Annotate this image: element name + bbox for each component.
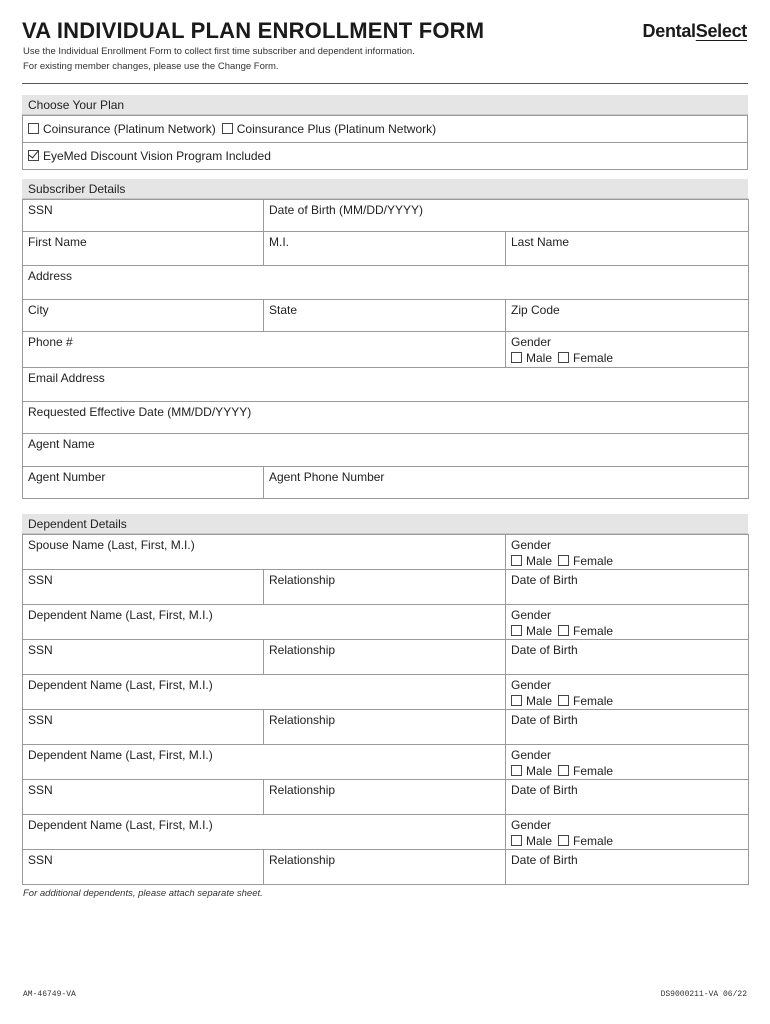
dependent-dob-field[interactable]: Date of Birth [506, 570, 749, 605]
dependent-name-field[interactable]: Dependent Name (Last, First, M.I.) [23, 745, 506, 780]
gender-male-option[interactable] [511, 554, 552, 568]
subscriber-section-heading: Subscriber Details [22, 179, 748, 199]
female-label: Female [573, 834, 614, 848]
gender-male-option[interactable] [511, 694, 552, 708]
checkbox-eyemed[interactable] [28, 150, 39, 161]
first-name-field[interactable]: First Name [23, 232, 264, 266]
gender-label: Gender [511, 608, 552, 622]
dependent-name-row [23, 535, 749, 570]
dependent-dob-field[interactable]: Date of Birth [506, 850, 749, 885]
dependent-name-field[interactable]: Spouse Name (Last, First, M.I.) [23, 535, 506, 570]
gender-male-option[interactable] [511, 624, 552, 638]
dependent-name-field[interactable]: Dependent Name (Last, First, M.I.) [23, 675, 506, 710]
agent-name-field[interactable]: Agent Name [23, 434, 749, 467]
dependent-name-row [23, 605, 749, 640]
checkbox-coinsurance-plus[interactable] [222, 123, 233, 134]
plan-option-coinsurance[interactable] [28, 122, 216, 136]
plan-option-coinsurance-plus[interactable] [222, 122, 436, 136]
gender-female-option[interactable] [558, 834, 613, 848]
checkbox-male[interactable] [511, 625, 522, 636]
option-label: EyeMed Discount Vision Program Included [43, 149, 271, 163]
form-code-left: AM-46749-VA [23, 990, 76, 999]
dependent-relationship-field[interactable]: Relationship [264, 780, 506, 815]
address-field[interactable]: Address [23, 266, 749, 300]
dependent-ssn-field[interactable]: SSN [23, 850, 264, 885]
gender-label: Gender [511, 748, 552, 762]
male-label: Male [526, 764, 553, 778]
dependent-relationship-field[interactable]: Relationship [264, 640, 506, 675]
gender-male-option[interactable] [511, 834, 552, 848]
dependent-gender-field [506, 535, 749, 570]
gender-female-option[interactable] [558, 764, 613, 778]
last-name-field[interactable]: Last Name [506, 232, 749, 266]
female-label: Female [573, 554, 614, 568]
female-label: Female [573, 764, 614, 778]
dependent-name-row [23, 815, 749, 850]
checkbox-male[interactable] [511, 352, 522, 363]
gender-male-option[interactable] [511, 351, 552, 365]
dependent-name-row [23, 675, 749, 710]
dependent-gender-field [506, 815, 749, 850]
subscriber-section [22, 179, 748, 499]
dependent-table [22, 534, 749, 885]
gender-field [506, 332, 749, 368]
checkbox-coinsurance[interactable] [28, 123, 39, 134]
intro-line-2: For existing member changes, please use the Change Form. [23, 61, 279, 72]
dependent-dob-field[interactable]: Date of Birth [506, 710, 749, 745]
male-label: Male [526, 624, 553, 638]
zip-field[interactable]: Zip Code [506, 300, 749, 332]
option-label: Coinsurance (Platinum Network) [43, 122, 216, 136]
dependent-ssn-field[interactable]: SSN [23, 710, 264, 745]
dependent-id-row [23, 570, 749, 605]
male-label: Male [526, 834, 553, 848]
agent-number-field[interactable]: Agent Number [23, 467, 264, 499]
plan-option-eyemed[interactable] [28, 149, 271, 163]
dependent-name-field[interactable]: Dependent Name (Last, First, M.I.) [23, 815, 506, 850]
dependent-ssn-field[interactable]: SSN [23, 570, 264, 605]
female-label: Female [573, 351, 614, 365]
company-logo [643, 21, 747, 42]
subscriber-table [22, 199, 749, 499]
male-label: Male [526, 554, 553, 568]
dependent-id-row [23, 780, 749, 815]
dependent-name-field[interactable]: Dependent Name (Last, First, M.I.) [23, 605, 506, 640]
gender-female-option[interactable] [558, 554, 613, 568]
gender-label: Gender [511, 335, 552, 349]
agent-phone-field[interactable]: Agent Phone Number [264, 467, 749, 499]
plan-options-row [23, 116, 748, 143]
dependent-id-row [23, 710, 749, 745]
logo-text-select: Select [695, 21, 747, 41]
vision-option-row [23, 143, 748, 170]
checkbox-female[interactable] [558, 352, 569, 363]
option-label: Coinsurance Plus (Platinum Network) [236, 122, 437, 136]
dependent-id-row [23, 850, 749, 885]
dependent-section-heading: Dependent Details [22, 514, 748, 534]
dependent-dob-field[interactable]: Date of Birth [506, 640, 749, 675]
checkbox-female[interactable] [558, 555, 569, 566]
dependent-gender-field [506, 745, 749, 780]
plan-section-heading: Choose Your Plan [22, 95, 748, 115]
city-field[interactable]: City [23, 300, 264, 332]
checkbox-male[interactable] [511, 695, 522, 706]
gender-label: Gender [511, 818, 552, 832]
dependent-section [22, 514, 748, 885]
additional-dependents-note: For additional dependents, please attach separate sheet. [23, 888, 263, 899]
gender-male-option[interactable] [511, 764, 552, 778]
male-label: Male [526, 351, 553, 365]
gender-female-option[interactable] [558, 351, 613, 365]
dependent-gender-field [506, 605, 749, 640]
ssn-field[interactable]: SSN [23, 200, 264, 232]
checkbox-female[interactable] [558, 835, 569, 846]
checkbox-male[interactable] [511, 765, 522, 776]
female-label: Female [573, 624, 614, 638]
phone-field[interactable]: Phone # [23, 332, 506, 368]
checkbox-female[interactable] [558, 695, 569, 706]
female-label: Female [573, 694, 614, 708]
dependent-relationship-field[interactable]: Relationship [264, 710, 506, 745]
checkbox-male[interactable] [511, 555, 522, 566]
middle-initial-field[interactable]: M.I. [264, 232, 506, 266]
email-field[interactable]: Email Address [23, 368, 749, 402]
effective-date-field[interactable]: Requested Effective Date (MM/DD/YYYY) [23, 402, 749, 434]
dependent-name-row [23, 745, 749, 780]
gender-female-option[interactable] [558, 694, 613, 708]
dependent-dob-field[interactable]: Date of Birth [506, 780, 749, 815]
gender-label: Gender [511, 678, 552, 692]
form-code-right: DS9000211-VA 06/22 [660, 990, 747, 999]
dependent-relationship-field[interactable]: Relationship [264, 850, 506, 885]
dependent-ssn-field[interactable]: SSN [23, 640, 264, 675]
gender-female-option[interactable] [558, 624, 613, 638]
header-divider [22, 83, 748, 84]
gender-label: Gender [511, 538, 552, 552]
intro-line-1: Use the Individual Enrollment Form to collect first time subscriber and dependent information. [23, 46, 415, 57]
dependent-gender-field [506, 675, 749, 710]
plan-table [22, 115, 748, 170]
checkbox-female[interactable] [558, 765, 569, 776]
plan-section [22, 95, 748, 170]
dob-field[interactable]: Date of Birth (MM/DD/YYYY) [264, 200, 749, 232]
form-title: VA INDIVIDUAL PLAN ENROLLMENT FORM [22, 18, 485, 43]
state-field[interactable]: State [264, 300, 506, 332]
dependent-ssn-field[interactable]: SSN [23, 780, 264, 815]
checkbox-male[interactable] [511, 835, 522, 846]
dependent-id-row [23, 640, 749, 675]
logo-text-dental: Dental [642, 21, 696, 41]
checkbox-female[interactable] [558, 625, 569, 636]
dependent-relationship-field[interactable]: Relationship [264, 570, 506, 605]
male-label: Male [526, 694, 553, 708]
